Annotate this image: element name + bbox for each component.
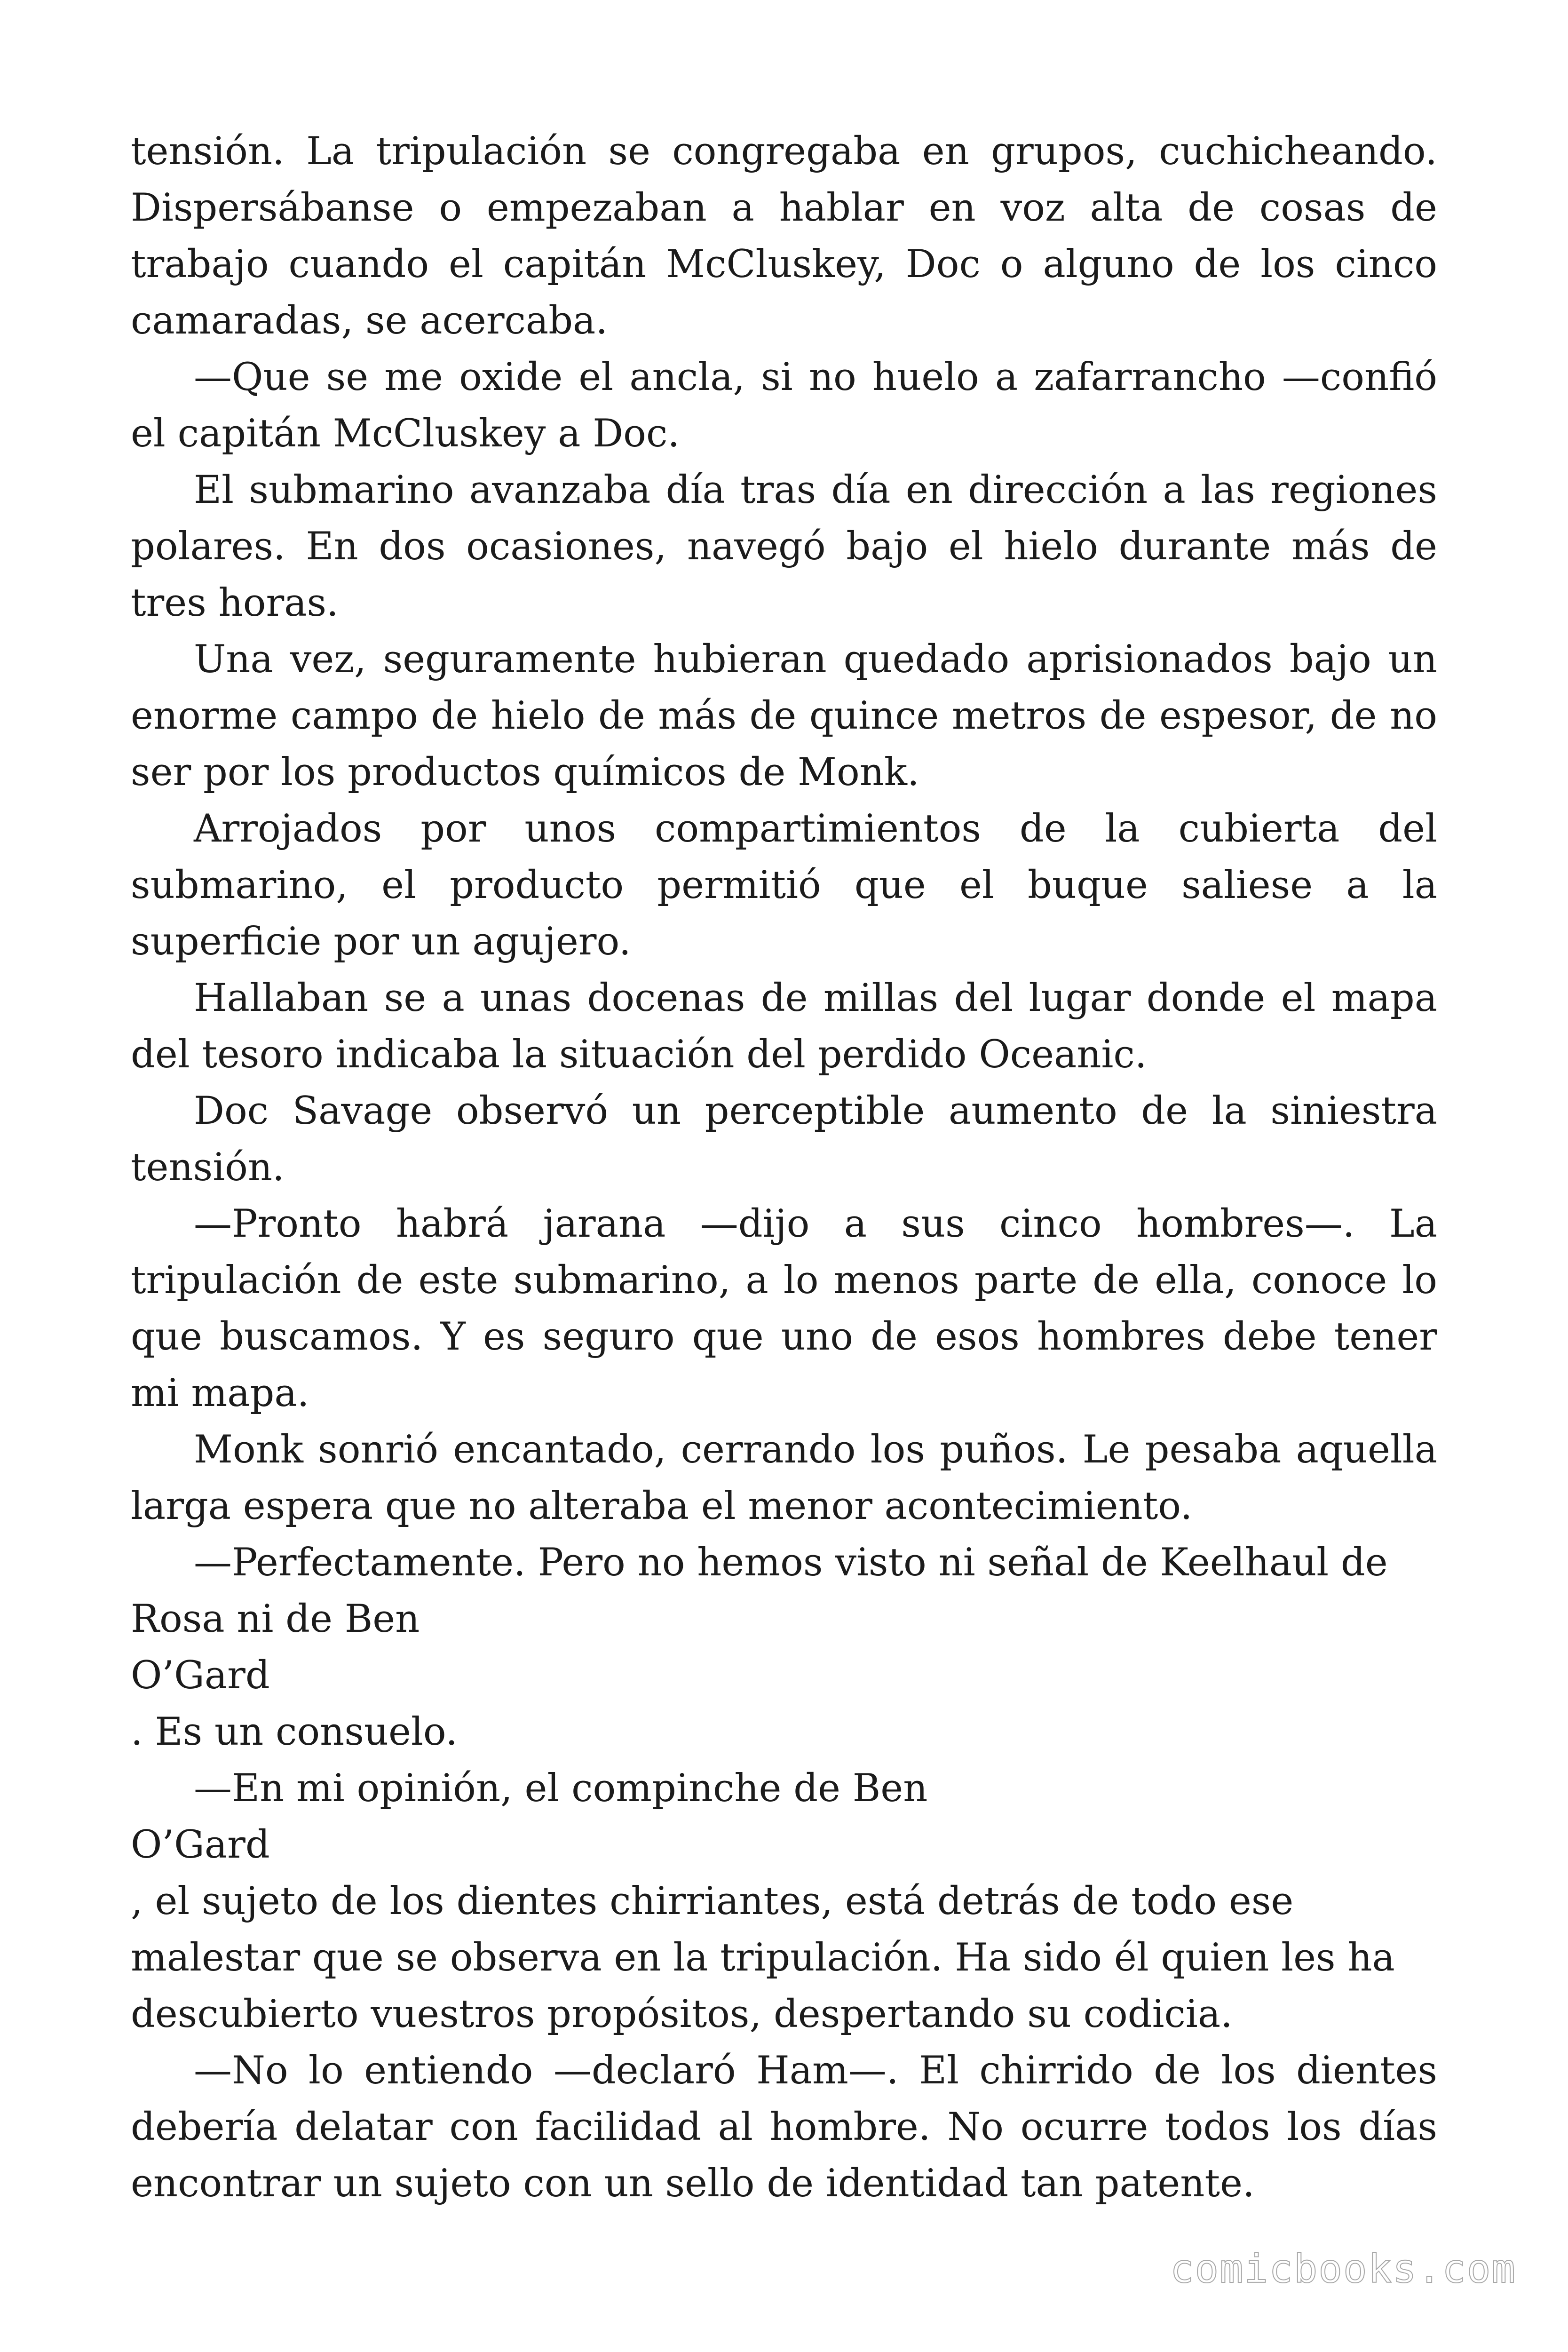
watermark: comicbooks.com bbox=[1170, 2246, 1516, 2292]
paragraph-fragment: O’Gard bbox=[131, 1653, 270, 1698]
page-body bbox=[131, 123, 1437, 2212]
paragraph: —En mi opinión, el compinche de Ben bbox=[194, 1766, 928, 1811]
paragraph: —Pronto habrá jarana —dijo a sus cinco hombres—. La tripulación de este submarino, a lo menos parte de ella, conoce lo que buscamos. Y es seguro que uno de esos hombres debe tener mi mapa. bbox=[131, 1202, 1437, 1415]
paragraph: Hallaban se a unas docenas de millas del lugar donde el mapa del tesoro indicaba la situación del perdido Oceanic. bbox=[131, 976, 1437, 1077]
paragraph: —No lo entiendo —declaró Ham—. El chirrido de los dientes debería delatar con facilidad al hombre. No ocurre todos los días encontrar un sujeto con un sello de identidad tan patente. bbox=[131, 2049, 1437, 2206]
paragraph: Una vez, seguramente hubieran quedado aprisionados bajo un enorme campo de hielo de más de quince metros de espesor, de no ser por los productos químicos de Monk. bbox=[131, 637, 1437, 795]
paragraph-fragment: , el sujeto de los dientes chirriantes, está detrás de todo ese malestar que se observa en la tripulación. Ha sido él quien les ha descubierto vuestros propósitos, despertando su codicia. bbox=[131, 1879, 1395, 2036]
paragraph: Doc Savage observó un perceptible aumento de la siniestra tensión. bbox=[131, 1089, 1437, 1190]
paragraph: —Perfectamente. Pero no hemos visto ni señal de Keelhaul de Rosa ni de Ben bbox=[131, 1541, 1388, 1641]
paragraph: El submarino avanzaba día tras día en dirección a las regiones polares. En dos ocasiones, navegó bajo el hielo durante más de tres horas. bbox=[131, 468, 1437, 625]
paragraph-fragment: O’Gard bbox=[131, 1823, 270, 1867]
paragraph: tensión. La tripulación se congregaba en grupos, cuchicheando. Dispersábanse o empezaban a hablar en voz alta de cosas de trabajo cuando el capitán McCluskey, Doc o alguno de los cinco camaradas, se acercaba. bbox=[131, 129, 1437, 343]
paragraph: Arrojados por unos compartimientos de la cubierta del submarino, el producto permitió que el buque saliese a la superficie por un agujero. bbox=[131, 807, 1437, 964]
paragraph: —Que se me oxide el ancla, si no huelo a zafarrancho —confió el capitán McCluskey a Doc. bbox=[131, 355, 1437, 456]
paragraph: Monk sonrió encantado, cerrando los puños. Le pesaba aquella larga espera que no alteraba el menor acontecimiento. bbox=[131, 1428, 1437, 1528]
paragraph-fragment: . Es un consuelo. bbox=[131, 1710, 458, 1754]
